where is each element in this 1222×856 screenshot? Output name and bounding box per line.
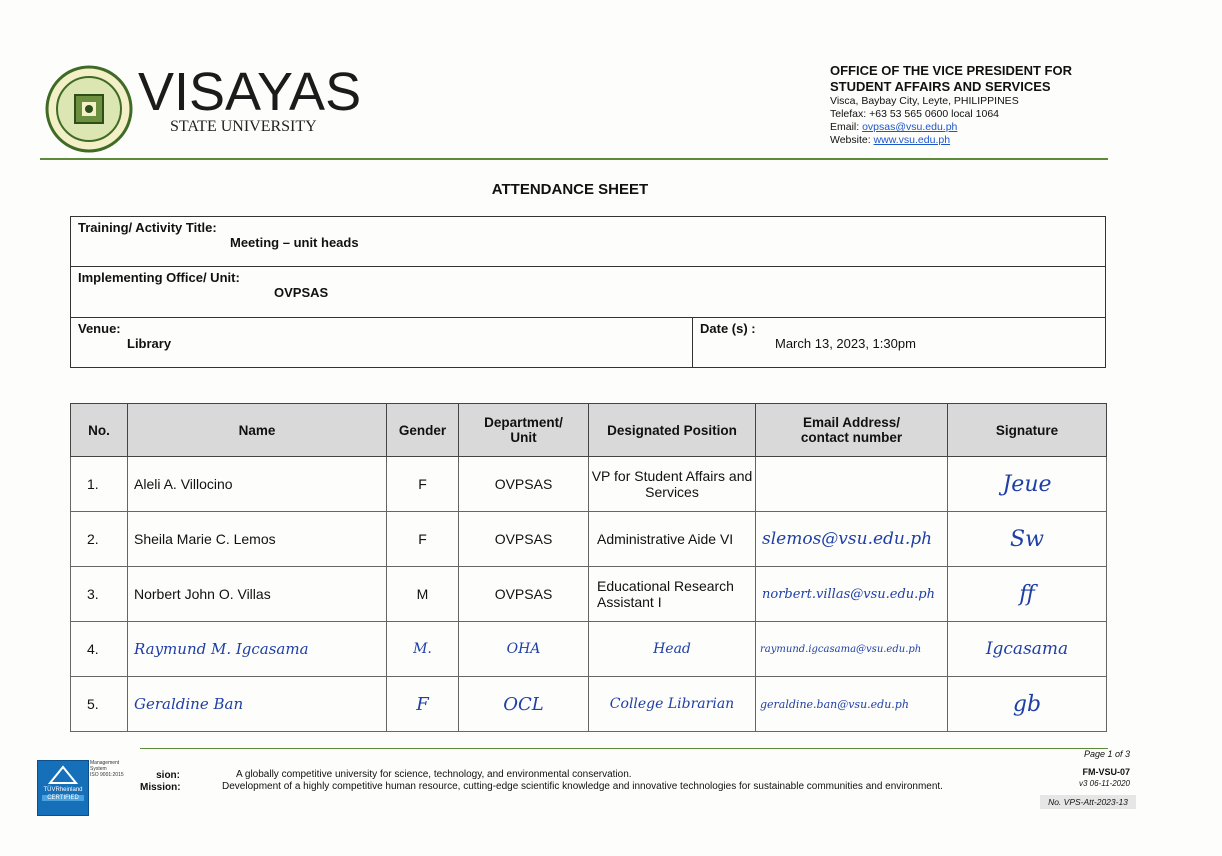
row-dept: OHA (459, 622, 589, 677)
brand-wordmark: VISAYAS (138, 62, 362, 122)
row-dept: OVPSAS (459, 512, 589, 567)
header-email-line1: Email Address/ (802, 415, 901, 430)
row-no: 1. (71, 457, 128, 512)
venue-value: Library (127, 336, 172, 351)
date-cell (693, 318, 1106, 368)
date-label: Date (s) : (700, 321, 756, 336)
row-no: 3. (71, 567, 128, 622)
email-label: Email: (830, 121, 863, 133)
university-seal (45, 65, 133, 153)
row-no: 5. (71, 677, 128, 732)
row-no: 4. (71, 622, 128, 677)
activity-info-table (70, 216, 1106, 368)
page-number: Page 1 of 3 (1083, 749, 1130, 759)
vision-mission-text (222, 769, 943, 793)
row-dept: OVPSAS (459, 567, 589, 622)
row-gender: F (387, 512, 459, 567)
office-title-line1: OFFICE OF THE VICE PRESIDENT FOR (830, 63, 1072, 78)
header-position: Designated Position (589, 404, 756, 457)
header-name: Name (128, 404, 387, 457)
header-signature: Signature (948, 404, 1107, 457)
row-email (756, 457, 948, 512)
office-label: Implementing Office/ Unit: (78, 270, 240, 285)
row-gender: M (387, 567, 459, 622)
venue-label: Venue: (78, 321, 121, 336)
attendance-table (70, 403, 1107, 732)
row-signature: Jeue (948, 457, 1107, 512)
tuv-triangle-icon (48, 765, 78, 785)
page-title: ATTENDANCE SHEET (491, 181, 649, 198)
table-header-row (71, 404, 1107, 457)
venue-cell (71, 318, 693, 368)
form-code: FM-VSU-07 (1082, 767, 1130, 777)
activity-label: Training/ Activity Title: (78, 220, 217, 235)
activity-value: Meeting – unit heads (230, 235, 359, 250)
office-address: Visca, Baybay City, Leyte, PHILIPPINES (830, 95, 1019, 107)
brand-subtitle: STATE UNIVERSITY (170, 118, 317, 135)
footer-divider (140, 748, 1108, 749)
cert-description (90, 760, 130, 778)
row-signature: gb (948, 677, 1107, 732)
table-row (71, 457, 1107, 512)
row-position: Administrative Aide VI (589, 512, 756, 567)
row-name: Aleli A. Villocino (128, 457, 387, 512)
row-dept: OCL (459, 677, 589, 732)
table-row (71, 567, 1107, 622)
office-telefax: Telefax: +63 53 565 0600 local 1064 (830, 108, 1000, 120)
office-title-line2: STUDENT AFFAIRS AND SERVICES (830, 79, 1051, 94)
office-cell (71, 267, 1106, 318)
mission-text: Development of a highly competitive human resource, cutting-edge scientific knowledge and innovative technologies for sustainable communities and environment. (222, 781, 943, 792)
email-link[interactable]: ovpsas@vsu.edu.ph (862, 121, 958, 133)
iso-cert-badge (37, 760, 89, 816)
row-position: Educational Research Assistant I (589, 567, 756, 622)
header-dept-line1: Department/ (484, 415, 563, 430)
row-email: raymund.igcasama@vsu.edu.ph (756, 622, 948, 677)
website-label: Website: (830, 134, 874, 146)
header-divider (40, 158, 1108, 160)
table-row (71, 622, 1107, 677)
office-value: OVPSAS (274, 285, 329, 300)
cert-brand: TÜVRheinland (43, 787, 83, 793)
header-gender: Gender (387, 404, 459, 457)
cert-badge-label: CERTIFIED (42, 795, 84, 801)
header-email-line2: contact number (800, 430, 903, 445)
header-dept-line2: Unit (510, 430, 537, 445)
row-no: 2. (71, 512, 128, 567)
date-value: March 13, 2023, 1:30pm (775, 336, 916, 351)
website-link[interactable]: www.vsu.edu.ph (873, 134, 951, 146)
row-email: geraldine.ban@vsu.edu.ph (756, 677, 948, 732)
vision-label: sion: (156, 770, 180, 781)
row-gender: M. (387, 622, 459, 677)
row-position: College Librarian (589, 677, 756, 732)
header-email (756, 404, 948, 457)
activity-cell (71, 217, 1106, 267)
row-position: Head (589, 622, 756, 677)
cert-text-1: Management System (90, 760, 120, 772)
row-name: Geraldine Ban (128, 677, 387, 732)
row-dept: OVPSAS (459, 457, 589, 512)
table-row (71, 512, 1107, 567)
form-info (1030, 748, 1130, 790)
row-email: slemos@vsu.edu.ph (756, 512, 948, 567)
mission-label: Mission: (140, 782, 181, 793)
vision-text: A globally competitive university for science, technology, and environmental conservation. (236, 769, 632, 780)
office-contact-block (830, 63, 1170, 147)
row-signature: Igcasama (948, 622, 1107, 677)
header-no: No. (71, 404, 128, 457)
row-gender: F (387, 457, 459, 512)
row-signature: ff (948, 567, 1107, 622)
cert-text-2: ISO 9001:2015 (90, 772, 124, 778)
table-row (71, 677, 1107, 732)
header-department (459, 404, 589, 457)
row-name: Raymund M. Igcasama (128, 622, 387, 677)
row-signature: Sw (948, 512, 1107, 567)
vision-mission-labels (140, 770, 180, 794)
row-gender: F (387, 677, 459, 732)
row-name: Norbert John O. Villas (128, 567, 387, 622)
row-email: norbert.villas@vsu.edu.ph (756, 567, 948, 622)
row-name: Sheila Marie C. Lemos (128, 512, 387, 567)
row-position: VP for Student Affairs and Services (589, 457, 756, 512)
document-number: No. VPS-Att-2023-13 (1040, 795, 1136, 809)
form-version: v3 06-11-2020 (1079, 779, 1130, 788)
